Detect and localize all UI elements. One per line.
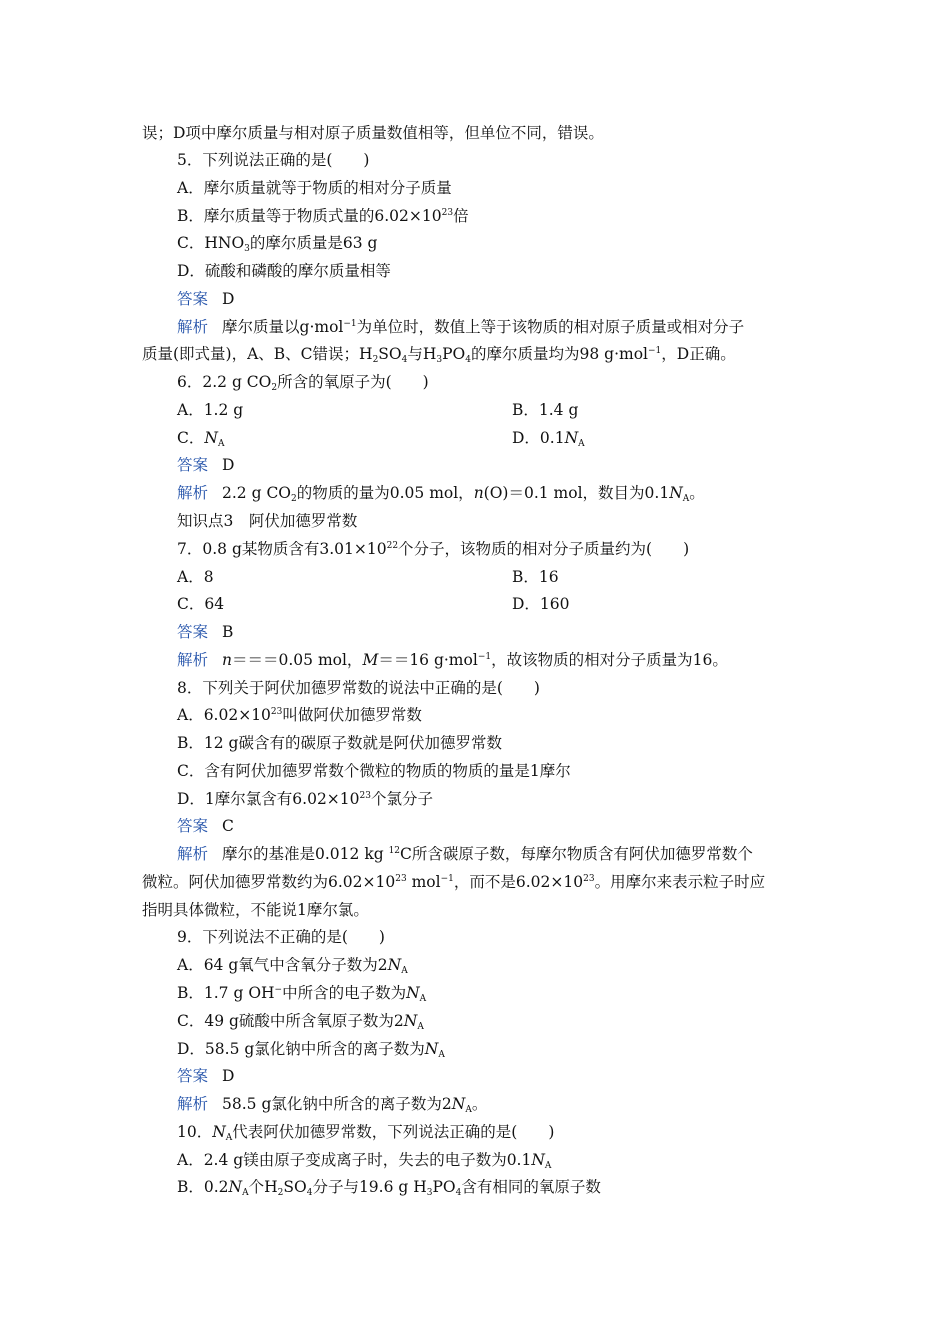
text-fragment: 4 [455,1188,462,1198]
text-fragment: 2 [277,1188,284,1198]
text-fragment: A [465,1105,472,1115]
option-7c [177,593,224,615]
text-fragment: SO [283,1178,307,1196]
option-5d [177,260,391,282]
question-9 [177,926,385,948]
analysis-label: 解析 [177,1095,209,1113]
text-fragment: 误；D项中摩尔质量与相对原子质量数值相等，但单位不同，错误。 [142,124,604,142]
answer-label: 答案 [177,623,209,641]
text-fragment: ＝＝16 g·mol [378,651,478,669]
text-fragment: N [204,429,218,447]
text-fragment: A [417,1022,424,1032]
question-6 [177,371,429,393]
text-fragment: 2 [372,355,379,365]
text-fragment: C．含有阿伏加德罗常数个微粒的物质的物质的量是1摩尔 [177,762,571,780]
text-fragment: C．49 g硫酸中所含氧原子数为2 [177,1012,404,1030]
text-fragment: − [274,985,283,995]
text-fragment: 代表阿伏加德罗常数，下列说法正确的是( ) [232,1123,555,1141]
text-fragment: 5．下列说法正确的是( ) [177,151,370,169]
option-10a [177,1149,551,1171]
text-fragment: 23 [441,208,454,218]
text-fragment: A [225,1133,233,1143]
text-fragment: 中所含的电子数为 [282,984,407,1002]
text-fragment: 4 [465,355,471,365]
text-fragment: 的摩尔质量均为98 g·mol [471,345,648,363]
text-fragment: 摩尔的基准是0.012 kg [222,845,389,863]
text-fragment: N [424,1040,439,1058]
text-fragment: N [403,1012,418,1030]
text-fragment: B．16 [512,568,559,586]
option-6a [177,399,243,421]
text-fragment: 3 [244,244,250,254]
answer-label: 答案 [177,817,209,835]
text-fragment: N [531,1151,545,1169]
text-fragment: ，D正确。 [661,345,736,363]
text-fragment: 。 [689,484,705,502]
option-7a [177,566,214,588]
option-9d [177,1038,445,1060]
answer-label: 答案 [177,1067,209,1085]
text-fragment: D [222,456,235,474]
question-5 [177,149,369,171]
analysis-8-cont [142,871,765,893]
text-fragment: 的物质的量为0.05 mol， [296,484,474,502]
text-fragment: 个氯分子 [370,790,433,808]
text-fragment: 指明具体微粒，不能说1摩尔氯。 [142,901,369,919]
analysis-label: 解析 [177,484,209,502]
analysis-6 [177,482,705,504]
text-fragment: A [682,494,690,504]
text-fragment: 摩尔质量以g·mol [222,318,344,336]
analysis-8 [177,843,753,865]
text-fragment: B．12 g碳含有的碳原子数就是阿伏加德罗常数 [177,734,502,752]
text-fragment: PO [442,345,466,363]
text-fragment: mol [406,873,441,891]
text-fragment: D．1摩尔氯含有6.02×10 [177,790,360,808]
text-fragment: 6．2.2 g CO [177,373,272,391]
text-fragment: 12 [388,846,401,856]
text-fragment: PO [432,1178,456,1196]
text-fragment: A．1.2 g [177,401,244,419]
text-fragment: 倍 [453,207,469,225]
option-8b [177,732,502,754]
text-fragment: C [222,817,234,835]
text-fragment: 8．下列关于阿伏加德罗常数的说法中正确的是( ) [177,679,540,697]
text-fragment: A [217,439,225,449]
text-fragment: −1 [343,319,357,329]
text-fragment: 叫做阿伏加德罗常数 [282,706,422,724]
answer-7 [177,621,233,643]
text-fragment: B．1.4 g [512,401,579,419]
text-fragment: 含有相同的氧原子数 [461,1178,601,1196]
text-fragment: ，故该物质的相对分子质量为16。 [491,651,728,669]
section-heading [177,510,357,532]
text-fragment: D．0.1 [512,429,565,447]
text-fragment: 3 [426,1188,433,1198]
text-fragment: D．硫酸和磷酸的摩尔质量相等 [177,262,391,280]
analysis-5-cont [142,343,736,365]
option-8a [177,704,422,726]
text-fragment: 2.2 g CO [222,484,292,502]
text-fragment: 的摩尔质量是63 g [249,234,378,252]
option-5a [177,177,452,199]
analysis-7 [177,649,728,671]
answer-label: 答案 [177,290,209,308]
text-fragment: 。用摩尔来表示粒子时应 [594,873,766,891]
analysis-8-cont [142,899,369,921]
option-5b [177,205,469,227]
answer-5 [177,288,234,310]
text-fragment: 4 [401,355,408,365]
option-8d [177,788,433,810]
text-fragment: N [387,956,402,974]
analysis-9 [177,1093,487,1115]
text-fragment: 23 [583,874,595,884]
text-fragment: n [473,484,484,502]
question-10 [177,1121,554,1143]
text-fragment: B．1.7 g OH [177,984,275,1002]
text-fragment: N [212,1123,226,1141]
answer-8 [177,815,234,837]
text-fragment: C．HNO [177,234,245,252]
text-fragment: ，而不是6.02×10 [453,873,584,891]
text-fragment: D．160 [512,595,570,613]
text-fragment: (O)＝0.1 mol，数目为0.1 [483,484,670,502]
text-fragment: C所含碳原子数，每摩尔物质含有阿伏加德罗常数个 [400,845,753,863]
answer-6 [177,454,234,476]
text-fragment: 10． [177,1123,213,1141]
text-fragment: 所含的氧原子为( ) [277,373,429,391]
text-fragment: 3 [436,355,443,365]
text-fragment: −1 [648,346,662,356]
question-7 [177,538,689,560]
text-fragment: 个H [248,1178,278,1196]
answer-9 [177,1065,234,1087]
text-fragment: C． [177,429,205,447]
option-6c [177,427,224,449]
text-fragment: 23 [395,874,407,884]
text-fragment: 23 [270,707,283,717]
text-fragment: A [419,994,427,1004]
text-fragment: 个分子，该物质的相对分子质量约为( ) [398,540,690,558]
text-fragment: B [222,623,234,641]
text-fragment: N [669,484,683,502]
text-fragment: A [544,1161,552,1171]
question-8 [177,677,540,699]
text-fragment: A．2.4 g镁由原子变成离子时，失去的电子数为0.1 [177,1151,532,1169]
option-6d [512,427,585,449]
option-9c [177,1010,424,1032]
text-fragment: 2 [271,383,278,393]
option-9a [177,954,408,976]
analysis-label: 解析 [177,845,209,863]
text-fragment: 23 [359,791,371,801]
text-fragment: D．58.5 g氯化钠中所含的离子数为 [177,1040,425,1058]
text-fragment: A [401,966,408,976]
text-fragment: A．摩尔质量就等于物质的相对分子质量 [177,179,452,197]
text-fragment: 质量(即式量)，A、B、C错误；H [142,345,373,363]
text-fragment: 知识点3 阿伏加德罗常数 [177,512,358,530]
option-9b [177,982,426,1004]
text-fragment: −1 [440,874,454,884]
text-fragment: N [406,984,420,1002]
option-7b [512,566,559,588]
option-10b [177,1176,601,1198]
text-fragment: M [362,651,379,669]
text-fragment: A [578,439,585,449]
text-fragment: A [438,1050,445,1060]
text-fragment: 。 [471,1095,488,1113]
text-fragment: A [242,1188,249,1198]
answer-label: 答案 [177,456,209,474]
text-fragment: 为单位时，数值上等于该物质的相对原子质量或相对分子 [356,318,745,336]
option-8c [177,760,571,782]
text-fragment: ＝＝＝0.05 mol， [232,651,363,669]
text-fragment: A．8 [177,568,214,586]
text-fragment: C．64 [177,595,225,613]
text-fragment: B．摩尔质量等于物质式量的6.02×10 [177,207,442,225]
text-fragment: B．0.2 [177,1178,229,1196]
text-fragment: 微粒。阿伏加德罗常数约为6.02×10 [142,873,396,891]
text-fragment: 22 [386,541,399,551]
text-fragment: N [564,429,579,447]
text-line [142,122,604,144]
analysis-5 [177,316,744,338]
text-fragment: SO [378,345,402,363]
text-fragment: D [222,290,235,308]
text-fragment: n [222,651,232,669]
text-fragment: 分子与19.6 g H [312,1178,427,1196]
text-fragment: 与H [407,345,437,363]
text-fragment: 7．0.8 g某物质含有3.01×10 [177,540,387,558]
text-fragment: A．6.02×10 [177,706,271,724]
text-fragment: 9．下列说法不正确的是( ) [177,928,385,946]
text-fragment: N [228,1178,243,1196]
option-7d [512,593,570,615]
text-fragment: N [451,1095,466,1113]
text-fragment: A．64 g氧气中含氧分子数为2 [177,956,388,974]
analysis-label: 解析 [177,651,209,669]
option-5c [177,232,377,254]
analysis-label: 解析 [177,318,209,336]
text-fragment: 58.5 g氯化钠中所含的离子数为2 [222,1095,452,1113]
text-fragment: D [222,1067,235,1085]
text-fragment: 2 [291,494,297,504]
option-6b [512,399,578,421]
text-fragment: 4 [306,1188,313,1198]
text-fragment: −1 [477,652,492,662]
